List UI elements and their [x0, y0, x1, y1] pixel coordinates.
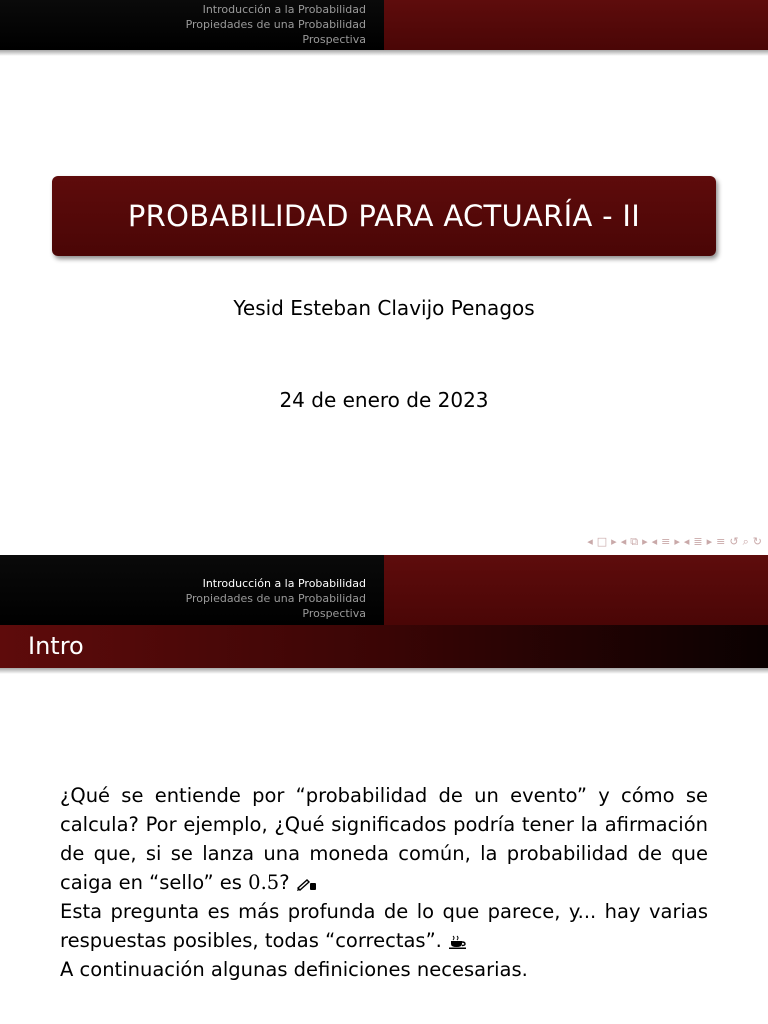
presentation-title: PROBABILIDAD PARA ACTUARÍA - II [127, 199, 641, 233]
section-link-properties[interactable]: Propiedades de una Probabilidad [185, 18, 366, 31]
section-nav [0, 555, 384, 625]
nav-prev-section-icon[interactable]: ◂ [683, 535, 690, 548]
nav-next-section-icon[interactable]: ▸ [706, 535, 713, 548]
nav-next-slide-icon[interactable]: ▸ [611, 535, 617, 548]
nav-back-icon[interactable]: ↺ [729, 535, 739, 548]
title-shadow [0, 668, 768, 674]
paragraph-depth [60, 897, 708, 955]
section-link-prospective[interactable]: Prospectiva [302, 33, 366, 46]
beamer-nav-symbols [587, 535, 762, 549]
section-nav [0, 0, 384, 50]
section-link-properties[interactable]: Propiedades de una Probabilidad [185, 592, 366, 605]
paragraph-depth-text: Esta pregunta es más profunda de lo que parece, y... hay varias respuestas posibles, todas “correctas”. [60, 900, 708, 952]
section-link-prospective[interactable]: Prospectiva [302, 607, 366, 620]
slide-body [60, 781, 708, 984]
nav-next-subsection-icon[interactable]: ▸ [674, 535, 680, 548]
nav-subsection-icon[interactable]: ≡ [661, 535, 671, 548]
math-value: 0.5 [248, 871, 280, 894]
slide-header [0, 555, 768, 625]
header-shadow [0, 50, 768, 56]
nav-slide-icon[interactable]: □ [596, 535, 608, 548]
nav-prev-frame-icon[interactable]: ◂ [620, 535, 627, 548]
writing-hand-icon [296, 877, 318, 891]
author-name: Yesid Esteban Clavijo Penagos [233, 296, 535, 320]
frame-title: Intro [28, 632, 84, 660]
presentation-date: 24 de enero de 2023 [279, 388, 489, 412]
coffee-cup-icon [448, 935, 470, 949]
slide-header [0, 0, 768, 50]
nav-next-frame-icon[interactable]: ▸ [642, 535, 648, 548]
nav-section-icon[interactable]: ≣ [693, 535, 703, 548]
intro-slide [0, 555, 768, 1024]
nav-document-icon[interactable]: ≡ [716, 535, 726, 548]
header-accent-block [384, 555, 768, 625]
paragraph-continuation: A continuación algunas definiciones necesarias. [60, 958, 528, 981]
section-link-intro[interactable]: Introducción a la Probabilidad [202, 3, 366, 16]
section-link-intro[interactable]: Introducción a la Probabilidad [202, 577, 366, 590]
paragraph-question: ¿Qué se entiende por “probabilidad de un evento” y cómo se calcula? Por ejemplo, ¿Qué significados podría tener la afirmación de que, si se lanza una moneda común, la probabilidad de que caiga en “sello” es [60, 784, 708, 894]
header-accent-block [384, 0, 768, 50]
nav-prev-slide-icon[interactable]: ◂ [587, 535, 593, 548]
nav-prev-subsection-icon[interactable]: ◂ [651, 535, 658, 548]
nav-frame-icon[interactable]: ⧉ [630, 535, 639, 548]
nav-forward-icon[interactable]: ↻ [752, 535, 762, 548]
question-mark: ? [279, 871, 290, 894]
title-box [52, 176, 716, 256]
frame-title-bar [0, 625, 768, 668]
nav-search-icon[interactable]: ⌕ [742, 535, 749, 548]
